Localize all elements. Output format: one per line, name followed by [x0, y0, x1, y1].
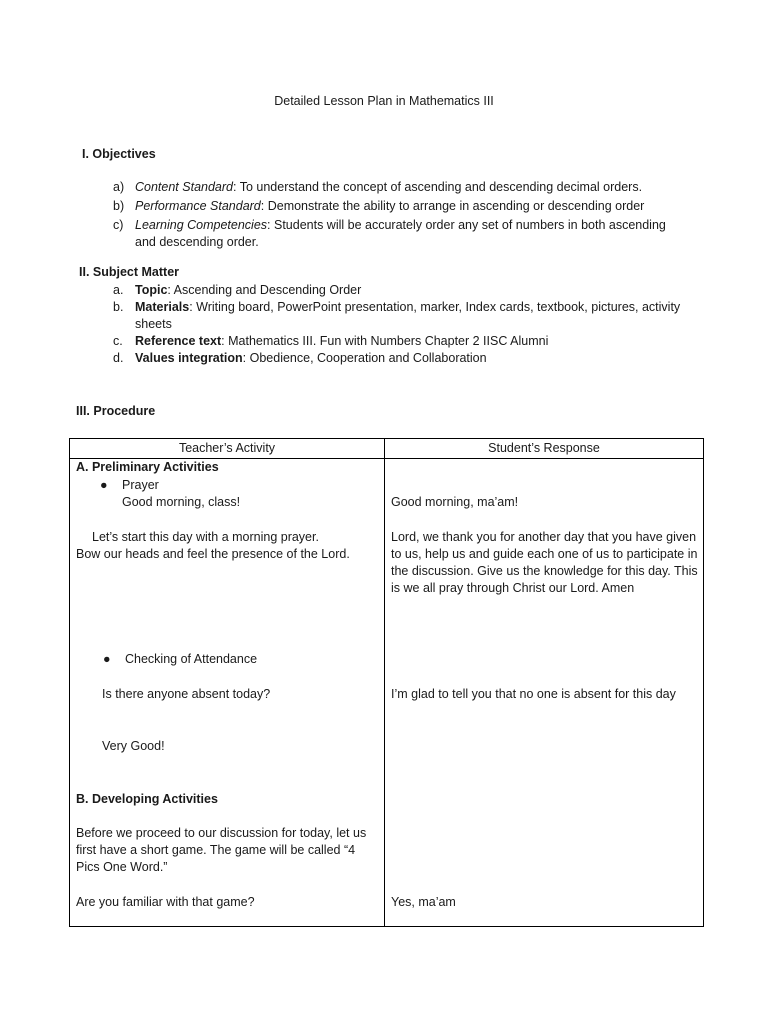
objective-item — [113, 217, 683, 251]
teacher-greeting: Good morning, class! — [122, 495, 241, 509]
prayer-label: Prayer — [122, 478, 159, 492]
bullet-icon: ● — [100, 478, 108, 492]
subject-matter-item — [113, 299, 683, 333]
developing-activities-heading: B. Developing Activities — [76, 792, 218, 806]
list-marker: a) — [113, 180, 125, 194]
subject-matter-label: Materials — [135, 300, 190, 314]
student-game-response: Yes, ma’am — [391, 895, 456, 909]
teacher-column-header: Teacher’s Activity — [178, 441, 276, 455]
objectives-heading: I. Objectives — [82, 147, 156, 161]
student-greeting-response: Good morning, ma’am! — [391, 495, 519, 509]
prayer-intro-line-1: Let’s start this day with a morning prayer. — [92, 530, 319, 544]
list-marker: c. — [113, 334, 123, 348]
subject-matter-item — [113, 350, 683, 367]
column-divider — [384, 439, 385, 926]
table-header-row — [70, 439, 703, 459]
subject-matter-item — [113, 282, 683, 299]
subject-matter-list — [113, 282, 683, 367]
objective-text: : Students will be accurately order any set of numbers in both ascending and descending order. — [135, 218, 666, 249]
list-marker: c) — [113, 218, 124, 232]
objective-label: Content Standard — [135, 180, 233, 194]
document-title: Detailed Lesson Plan in Mathematics III — [274, 94, 494, 108]
subject-matter-label: Reference text — [135, 334, 222, 348]
preliminary-activities-heading: A. Preliminary Activities — [76, 460, 219, 474]
objective-text: : Demonstrate the ability to arrange in ascending or descending order — [260, 199, 645, 213]
subject-matter-label: Values integration — [135, 351, 243, 365]
list-marker: a. — [113, 283, 124, 297]
objective-label: Performance Standard — [135, 199, 261, 213]
subject-matter-text: : Ascending and Descending Order — [167, 283, 362, 297]
objective-item — [113, 198, 683, 215]
subject-matter-text: : Writing board, PowerPoint presentation, marker, Index cards, textbook, pictures, activity sheets — [135, 300, 681, 331]
bullet-icon: ● — [103, 652, 111, 666]
game-intro: Before we proceed to our discussion for today, let us first have a short game. The game will be called “4 Pics One Word.” — [76, 826, 367, 874]
list-marker: b) — [113, 199, 125, 213]
subject-matter-item — [113, 333, 683, 350]
objective-item — [113, 179, 683, 196]
objective-label: Learning Competencies — [135, 218, 268, 232]
attendance-label: Checking of Attendance — [125, 652, 258, 666]
objective-text: : To understand the concept of ascending and descending decimal orders. — [233, 180, 643, 194]
procedure-heading: III. Procedure — [76, 404, 156, 418]
student-prayer-response: Lord, we thank you for another day that you have given to us, help us and guide each one of us to participate in the discussion. Give us the knowledge for this day. This is we all pray through Christ our Lord. Amen — [391, 530, 698, 595]
objectives-list — [113, 179, 683, 253]
attendance-question: Is there anyone absent today? — [102, 687, 271, 701]
prayer-intro-line-2: Bow our heads and feel the presence of the Lord. — [76, 547, 350, 561]
procedure-table — [69, 438, 704, 927]
student-attendance-response: I’m glad to tell you that no one is absent for this day — [391, 687, 676, 701]
game-question: Are you familiar with that game? — [76, 895, 255, 909]
student-column-header: Student’s Response — [488, 441, 600, 455]
subject-matter-label: Topic — [135, 283, 168, 297]
list-marker: b. — [113, 300, 124, 314]
subject-matter-text: : Mathematics III. Fun with Numbers Chapter 2 IISC Alumni — [221, 334, 549, 348]
subject-matter-heading: II. Subject Matter — [79, 265, 180, 279]
very-good-text: Very Good! — [102, 739, 165, 753]
list-marker: d. — [113, 351, 124, 365]
subject-matter-text: : Obedience, Cooperation and Collaboration — [242, 351, 487, 365]
